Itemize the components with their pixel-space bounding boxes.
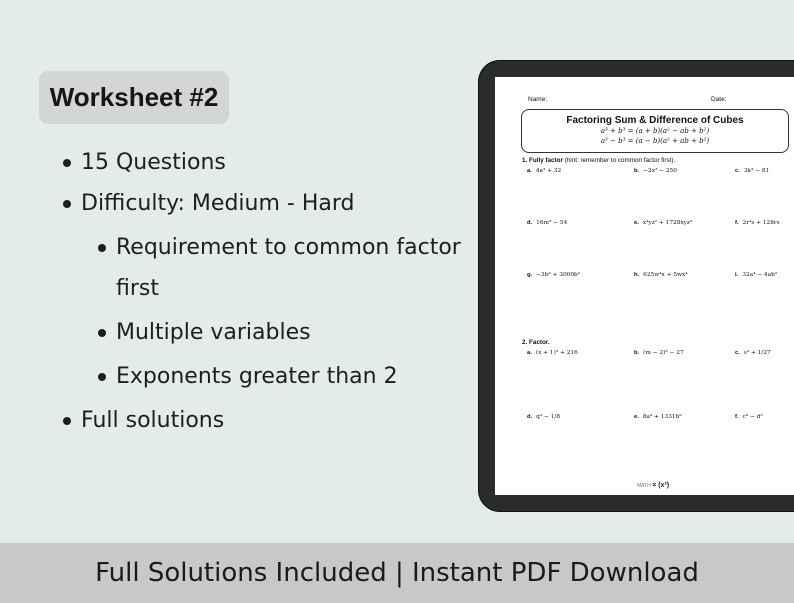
footer-banner — [0, 543, 794, 603]
worksheet-preview — [495, 77, 794, 495]
feature-item: Full solutions — [58, 400, 478, 441]
date-label: Date: — [711, 96, 727, 103]
feature-subitem: Requirement to common factor first — [93, 227, 478, 309]
problem: b. −2x³ − 250 — [634, 168, 677, 174]
problem: e. x⁴yz² + 1728xyz² — [634, 220, 693, 226]
problem: b. (m − 2)³ − 27 — [634, 350, 684, 356]
feature-subitem: Multiple variables — [93, 312, 478, 353]
section-1-hint: (hint: remember to common factor first). — [562, 157, 676, 164]
problem: e. 8a⁹ + 1331b⁹ — [634, 414, 682, 420]
problem: i. 32a⁴ − 4ab³ — [735, 272, 778, 278]
section-2-heading: 2. Factor. — [522, 339, 550, 346]
problem: g. −3b³ + 3000b² — [527, 272, 581, 278]
publisher-logo: MATH × (x²) — [637, 482, 670, 489]
problem: d. q³ − 1/8 — [527, 414, 561, 420]
sum-of-cubes-formula: a³ + b³ = (a + b)(a² − ab + b²) — [600, 127, 710, 135]
worksheet-title: Factoring Sum & Difference of Cubes — [566, 115, 744, 126]
problem: f. c⁹ − d³ — [735, 414, 763, 420]
title-box — [521, 109, 789, 153]
problem: a. 4a³ + 32 — [527, 168, 562, 174]
worksheet-badge-label: Worksheet #2 — [49, 82, 219, 112]
section-1-heading — [522, 157, 675, 164]
feature-subitem: Exponents greater than 2 — [93, 356, 478, 397]
name-label: Name: — [528, 96, 548, 103]
problem: c. s³ + 1/27 — [735, 350, 771, 356]
problem: f. 2r⁴s + 128rs — [735, 220, 780, 226]
feature-item: Difficulty: Medium - Hard — [58, 183, 478, 224]
section-1-label: 1. Fully factor — [522, 157, 563, 164]
problem: d. 16m³ − 54 — [527, 220, 568, 226]
feature-item: 15 Questions — [58, 142, 478, 183]
footer-text: Full Solutions Included | Instant PDF Download — [95, 558, 699, 588]
feature-list — [58, 142, 478, 441]
problem: c. 3k³ − 81 — [735, 168, 770, 174]
problem: a. (x + 1)³ + 216 — [527, 350, 578, 356]
worksheet-badge — [39, 71, 229, 124]
difference-of-cubes-formula: a³ − b³ = (a − b)(a² + ab + b²) — [600, 137, 710, 145]
problem: h. 625w⁴x + 5wx⁴ — [634, 272, 688, 278]
